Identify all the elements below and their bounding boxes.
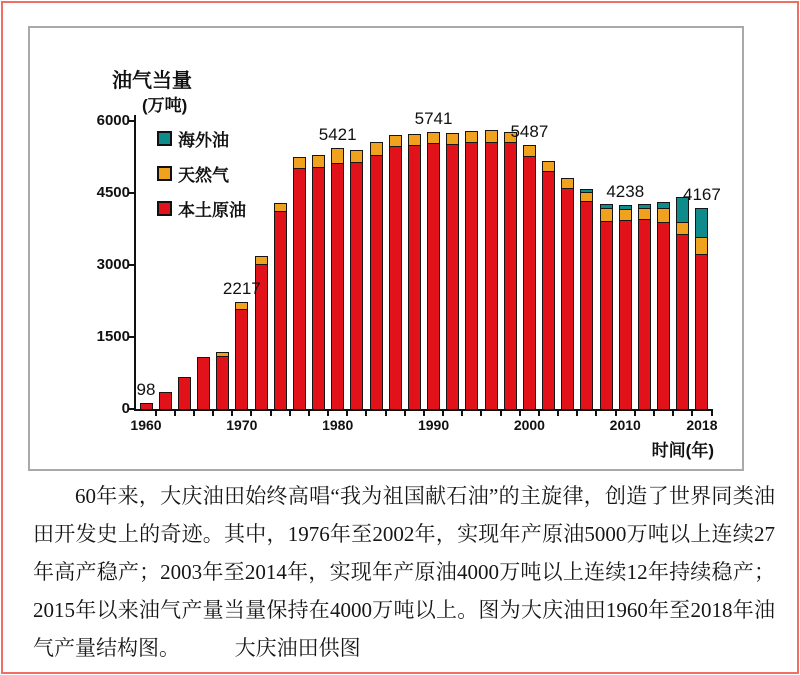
x-axis-tick [538, 411, 540, 416]
x-axis-tick [653, 411, 655, 416]
x-axis-tick [423, 411, 425, 416]
bar-segment-crude [159, 392, 172, 410]
y-axis-tick-label: 0 [121, 400, 130, 417]
x-axis-tick-label: 1960 [130, 417, 162, 433]
x-axis-tick [557, 411, 559, 416]
page-frame [1, 1, 799, 674]
bar-value-label: 5421 [318, 124, 357, 144]
bar-segment-gas [274, 203, 287, 213]
legend-label: 海外油 [178, 131, 229, 150]
bar-segment-crude [216, 355, 229, 410]
caption-text: 60年来，大庆油田始终高唱“我为祖国献石油”的主旋律，创造了世界同类油田开发史上的奇迹。其中，1976年至2002年，实现年产原油5000万吨以上连续27年高产稳产；2003年至2014年，实现年产原油4000万吨以上连续12年持续稳产；2015年以来油气产量当量保持在4000万吨以上。图为大庆油田1960年至2018年油气产量结构图。 [33, 484, 775, 660]
bar-segment-crude [695, 253, 708, 410]
x-axis-tick [270, 411, 272, 416]
x-axis-tick [691, 411, 693, 416]
bar-segment-gas [216, 352, 229, 357]
x-axis-tick-label: 1980 [322, 417, 354, 433]
x-axis-tick-label: 1990 [417, 417, 450, 433]
bar-segment-crude [580, 200, 593, 410]
x-axis-tick [519, 411, 521, 416]
y-axis-unit: (万吨) [142, 96, 188, 115]
x-axis-tick [480, 411, 482, 416]
bar-segment-crude [312, 166, 325, 410]
caption-credit: 大庆油田供图 [234, 636, 361, 660]
x-axis-tick-label: 2010 [609, 417, 641, 433]
bar-segment-crude [140, 403, 153, 410]
y-axis-tick-label: 3000 [96, 256, 130, 273]
bar-segment-crude [331, 162, 344, 410]
x-axis-tick-label: 2018 [686, 417, 718, 433]
bar-segment-crude [485, 141, 498, 410]
bar-segment-gas [235, 302, 248, 311]
x-axis-tick [404, 411, 406, 416]
bar-segment-overseas [619, 205, 632, 210]
bar-segment-crude [408, 144, 421, 410]
x-axis-tick [250, 411, 252, 416]
bar-segment-gas [427, 132, 440, 143]
y-axis-line [134, 115, 136, 411]
x-axis-tick-label: 2000 [513, 417, 545, 433]
legend-label: 天然气 [178, 166, 229, 185]
x-axis-tick [231, 411, 233, 416]
bar-segment-gas [408, 134, 421, 146]
x-axis-tick [615, 411, 617, 416]
bar-segment-gas [312, 155, 325, 168]
x-axis-tick [365, 411, 367, 416]
plot-area [96, 109, 721, 433]
bar-segment-gas [619, 208, 632, 222]
bar-segment-overseas [580, 189, 593, 192]
bar-segment-crude [178, 377, 191, 410]
x-axis-tick-label: 1970 [226, 417, 258, 433]
bar-segment-gas [446, 133, 459, 145]
bar-value-label: 98 [136, 380, 156, 400]
x-axis-tick [500, 411, 502, 416]
chart-panel [28, 26, 744, 471]
bar-segment-gas [523, 145, 536, 157]
bar-segment-crude [657, 221, 670, 410]
bar-segment-crude [561, 187, 574, 410]
bar-segment-gas [465, 131, 478, 143]
bar-segment-crude [676, 233, 689, 410]
x-axis-tick [174, 411, 176, 416]
x-axis-tick [346, 411, 348, 416]
bar-segment-crude [197, 357, 210, 410]
x-axis-tick [711, 411, 713, 416]
bar-segment-crude [389, 145, 402, 410]
bar-segment-crude [446, 143, 459, 410]
bar-segment-gas [389, 135, 402, 147]
bar-value-label: 5741 [414, 109, 453, 129]
x-axis-tick [155, 411, 157, 416]
y-axis-tick-label: 4500 [96, 184, 130, 201]
bar-value-label: 4238 [606, 181, 645, 201]
y-axis-title: 油气当量 [112, 70, 192, 92]
bar-segment-crude [600, 220, 613, 410]
x-axis-tick [576, 411, 578, 416]
x-axis-tick [634, 411, 636, 416]
bar-segment-crude [465, 141, 478, 410]
bar-segment-gas [331, 148, 344, 164]
x-axis-tick [385, 411, 387, 416]
bar-segment-crude [235, 308, 248, 410]
bar-segment-gas [370, 142, 383, 156]
bar-segment-crude [619, 219, 632, 410]
x-axis-title: 时间(年) [651, 441, 714, 460]
legend-label: 本土原油 [178, 201, 246, 220]
bar-segment-gas [657, 207, 670, 223]
bar-segment-gas [561, 178, 574, 189]
bar-segment-crude [350, 161, 363, 410]
bar-segment-gas [676, 221, 689, 235]
y-axis-tick-label: 1500 [96, 328, 130, 345]
x-axis-tick [442, 411, 444, 416]
bar-segment-gas [600, 207, 613, 221]
bar-value-label: 4167 [683, 184, 721, 204]
x-axis-tick [672, 411, 674, 416]
bar-segment-gas [542, 161, 555, 172]
bar-segment-crude [274, 210, 287, 410]
bar-value-label: 2217 [222, 278, 261, 298]
bar-segment-overseas [695, 208, 708, 238]
bar-segment-overseas [657, 202, 670, 209]
x-axis-tick [212, 411, 214, 416]
bar-segment-gas [695, 236, 708, 255]
bar-segment-crude [542, 170, 555, 410]
bar-segment-crude [504, 141, 517, 410]
bar-value-label: 5487 [510, 121, 549, 141]
x-axis-tick [308, 411, 310, 416]
caption [33, 477, 775, 667]
x-axis-tick [461, 411, 463, 416]
x-axis-tick [193, 411, 195, 416]
bar-segment-gas [350, 150, 363, 163]
bar-segment-crude [370, 154, 383, 410]
x-axis-tick [327, 411, 329, 416]
bar-segment-gas [485, 130, 498, 142]
bar-segment-crude [427, 142, 440, 410]
y-axis-tick-label: 6000 [96, 112, 130, 129]
bar-segment-crude [638, 218, 651, 410]
bar-segment-overseas [638, 204, 651, 209]
bar-segment-overseas [600, 204, 613, 209]
bar-segment-crude [523, 155, 536, 410]
x-axis-tick [595, 411, 597, 416]
bar-segment-gas [255, 256, 268, 265]
bar-segment-gas [293, 157, 306, 168]
bar-segment-crude [293, 167, 306, 410]
x-axis-tick [289, 411, 291, 416]
